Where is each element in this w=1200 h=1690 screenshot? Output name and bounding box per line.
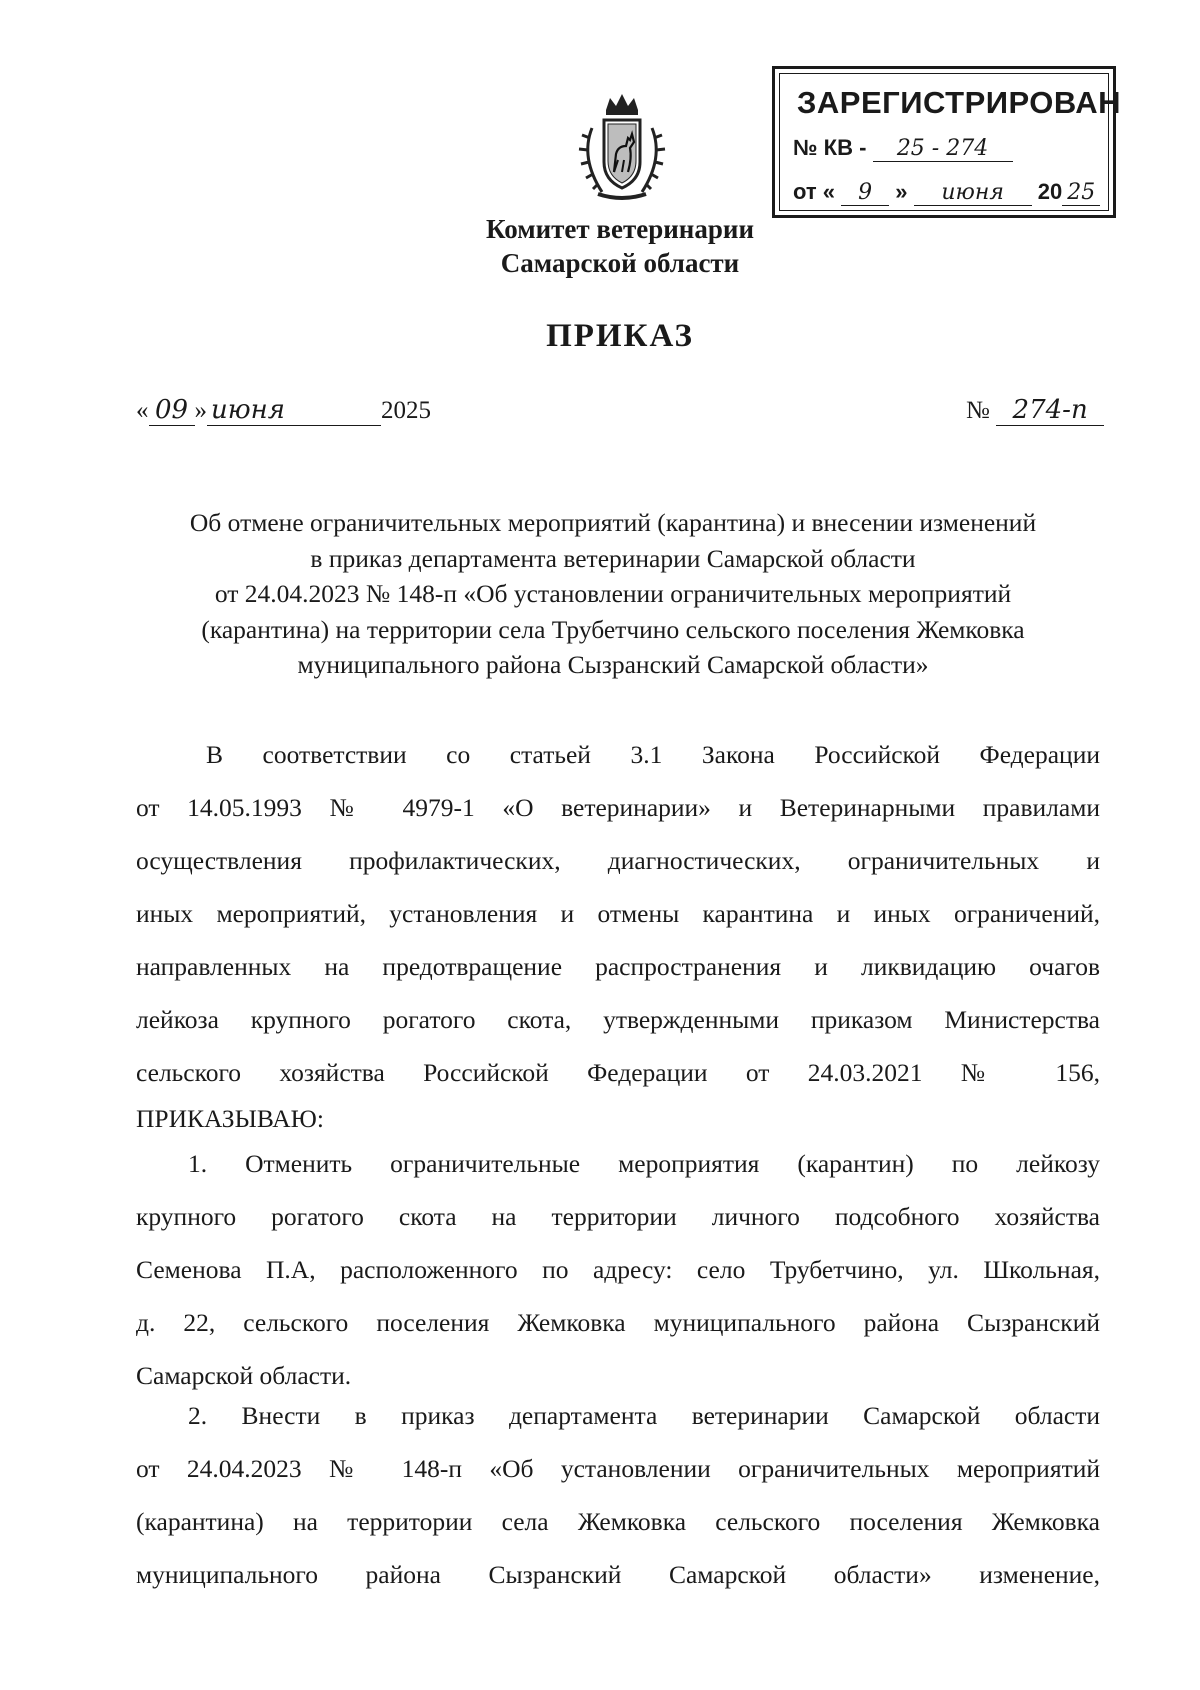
stamp-date-mid: » bbox=[895, 179, 908, 204]
order-date-open-quote: « bbox=[136, 397, 149, 424]
organization-name-line-1: Комитет ветеринарии bbox=[486, 214, 754, 244]
item-1-line: крупного рогатого скота на территории личного подсобного хозяйства bbox=[136, 1202, 1100, 1231]
order-date-close-quote: » bbox=[194, 397, 207, 424]
stamp-date-year-suffix: 25 bbox=[1062, 180, 1100, 206]
order-number-value: 274-п bbox=[996, 395, 1104, 426]
preamble-line: сельского хозяйства Российской Федерации от 24.03.2021 № 156, bbox=[136, 1058, 1100, 1087]
item-2-paragraph bbox=[136, 1389, 1100, 1601]
subject-line: в приказ департамента ветеринарии Самарской области bbox=[310, 543, 916, 573]
order-number-label: № bbox=[966, 397, 990, 424]
preamble-line: лейкоза крупного рогатого скота, утвержденными приказом Министерства bbox=[136, 1005, 1100, 1034]
preamble-line: направленных на предотвращение распространения и ликвидацию очагов bbox=[136, 952, 1100, 981]
subject-line: (карантина) на территории села Трубетчино сельского поселения Жемковка bbox=[201, 614, 1025, 644]
stamp-date-month: июня bbox=[914, 180, 1032, 206]
document-type-title: ПРИКАЗ bbox=[546, 318, 694, 354]
coat-of-arms-emblem bbox=[562, 88, 682, 208]
stamp-date-day: 9 bbox=[841, 180, 889, 206]
item-2-line: (карантина) на территории села Жемковка сельского поселения Жемковка bbox=[136, 1507, 1100, 1536]
order-date bbox=[136, 395, 431, 426]
order-subject bbox=[120, 505, 1106, 683]
subject-line: муниципального района Сызранский Самарской области» bbox=[297, 650, 929, 679]
registration-stamp bbox=[772, 66, 1122, 218]
stamp-date-line bbox=[793, 179, 1100, 206]
item-2-line: от 24.04.2023 № 148-п «Об установлении ограничительных мероприятий bbox=[136, 1454, 1100, 1483]
preamble-line: ПРИКАЗЫВАЮ: bbox=[136, 1104, 324, 1133]
item-2-line: 2. Внести в приказ департамента ветеринарии Самарской области bbox=[188, 1401, 1100, 1430]
preamble-paragraph bbox=[136, 728, 1100, 1139]
order-date-month: июня bbox=[207, 395, 381, 426]
stamp-number-line bbox=[793, 135, 1013, 162]
order-number bbox=[966, 395, 1104, 426]
item-1-paragraph bbox=[136, 1137, 1100, 1402]
preamble-line: иных мероприятий, установления и отмены карантина и иных ограничений, bbox=[136, 899, 1100, 928]
item-1-line: д. 22, сельского поселения Жемковка муниципального района Сызранский bbox=[136, 1308, 1100, 1337]
stamp-number-label: № КВ - bbox=[793, 135, 867, 160]
stamp-number-value: 25 - 274 bbox=[873, 136, 1013, 162]
order-date-year: 2025 bbox=[381, 397, 431, 424]
stamp-title: ЗАРЕГИСТРИРОВАН bbox=[797, 85, 1122, 120]
preamble-line: осуществления профилактических, диагностических, ограничительных и bbox=[136, 846, 1100, 875]
subject-line: Об отмене ограничительных мероприятий (карантина) и внесении изменений bbox=[189, 508, 1037, 537]
order-date-day: 09 bbox=[149, 395, 195, 426]
item-1-line: Семенова П.А, расположенного по адресу: село Трубетчино, ул. Школьная, bbox=[136, 1255, 1100, 1284]
item-2-line: муниципального района Сызранский Самарской области» изменение, bbox=[136, 1560, 1100, 1589]
subject-line: от 24.04.2023 № 148-п «Об установлении ограничительных мероприятий bbox=[214, 579, 1012, 608]
preamble-line: В соответствии со статьей 3.1 Закона Российской Федерации bbox=[206, 740, 1100, 769]
item-1-line: Самарской области. bbox=[136, 1361, 352, 1390]
item-1-line: 1. Отменить ограничительные мероприятия (карантин) по лейкозу bbox=[188, 1149, 1100, 1178]
coat-of-arms-icon bbox=[562, 88, 682, 208]
organization-name-line-2: Самарской области bbox=[500, 248, 740, 278]
stamp-date-year-prefix: 20 bbox=[1037, 179, 1063, 204]
stamp-date-prefix: от « bbox=[793, 179, 836, 204]
preamble-line: от 14.05.1993 № 4979-1 «О ветеринарии» и Ветеринарными правилами bbox=[136, 793, 1100, 822]
